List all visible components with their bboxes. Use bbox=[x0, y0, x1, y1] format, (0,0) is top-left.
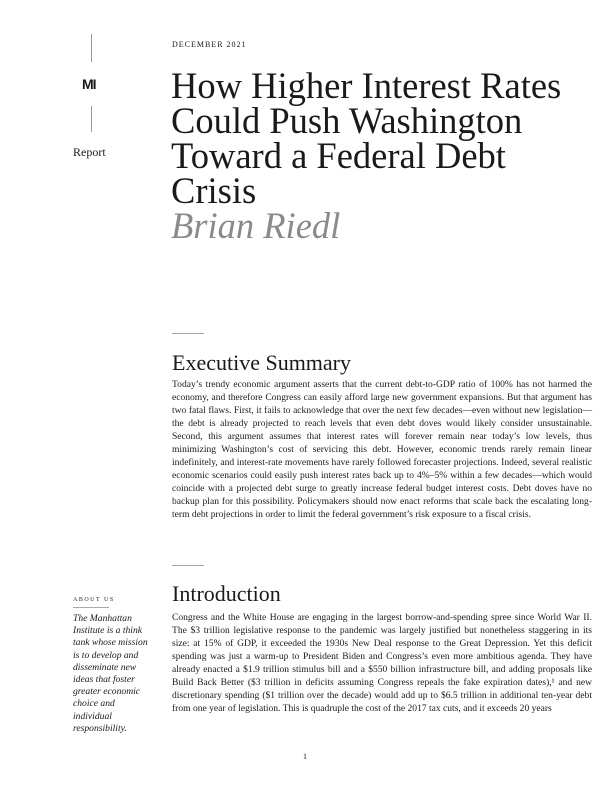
section-rule bbox=[172, 565, 204, 566]
author-name: Brian Riedl bbox=[171, 205, 341, 246]
introduction-text: Congress and the White House are engaging in the largest borrow-and-spending spree since World War II. The $3 trillion legislative response to the pandemic was largely justified but nonetheless staggering in its size: at 15% of GDP, it exceeded the 1930s New Deal response to the Great Depression. Yet this deficit spending was just a warm-up to President Biden and Congress’s even more ambitious agenda. They have already enacted a $1.9 trillion stimulus bill and a $550 billion infrastructure bill, and adding proposals like Build Back Better ($3 trillion in deficits assuming Congress repeals the fake expiration dates),¹ and new discretionary spending ($1 trillion over the decade) would add up to $6.5 trillion in additional ten-year debt from one year of legislation. This is quadruple the cost of the 2017 tax cuts, and it exceeds 20 years bbox=[172, 612, 592, 714]
page-number: 1 bbox=[303, 752, 307, 761]
title-text: How Higher Interest Rates Could Push Washington Toward a Federal Debt Crisis bbox=[171, 65, 562, 211]
divider-line bbox=[91, 34, 92, 62]
document-type: Report bbox=[73, 145, 106, 159]
executive-summary-text: Today’s trendy economic argument asserts that the current debt-to-GDP ratio of 100% has not harmed the economy, and therefore Congress can easily afford large new government expansions. But that argument has two fatal flaws. First, it fails to acknowledge that over the next few decades—even without new legislation—the debt is already projected to reach levels that even debt doves would likely consider unsustainable. Second, this argument assumes that interest rates will forever remain near today’s low levels, thus minimizing Washington’s cost of servicing this debt. However, economic trends rarely remain linear indefinitely, and interest-rate movements have rarely followed forecaster projections. Indeed, several realistic economic scenarios could easily push interest rates back up to 4%–5% within a few decades—which would coincide with a projected debt surge to greatly increase federal budget interest costs. Debt doves have no backup plan for this possibility. Policymakers should now enact reforms that scale back the escalating long-term debt projections in order to limit the federal government’s risk exposure to a fiscal crisis. bbox=[172, 379, 592, 520]
page-title bbox=[171, 65, 591, 246]
divider-line bbox=[91, 106, 92, 132]
publication-date: DECEMBER 2021 bbox=[172, 40, 247, 49]
mi-logo: MI bbox=[82, 76, 96, 92]
section-rule bbox=[172, 333, 204, 334]
introduction-heading: Introduction bbox=[172, 581, 281, 606]
about-rule bbox=[73, 607, 109, 608]
about-us-label: ABOUT US bbox=[73, 597, 115, 603]
executive-summary-heading: Executive Summary bbox=[172, 350, 352, 375]
mission-statement: The Manhattan Institute is a think tank whose mission is to develop and disseminate new ideas that foster greater economic choice and individual responsibility. bbox=[73, 613, 148, 734]
